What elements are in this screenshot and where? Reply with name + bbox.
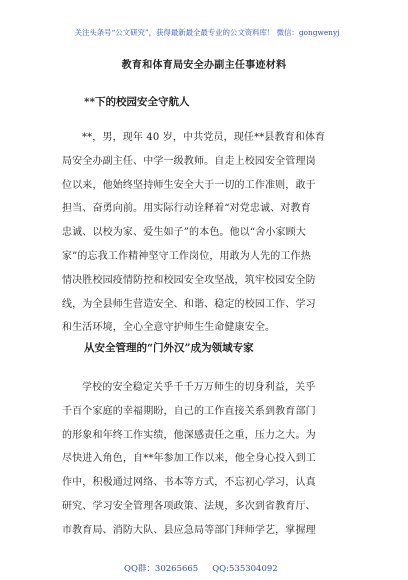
footer-contact [124, 564, 304, 575]
paragraph-1 [62, 126, 352, 340]
paragraph-line: 的形象和年终工作实绩，他深感责任之重，压力之大。为 [62, 429, 316, 441]
document-title: 教育和体育局安全办副主任事迹材料 [121, 60, 287, 71]
header-notice: 关注头条号“公文研究”，获得最新最全最专业的公文资料库！ 微信：gongwenyj [74, 28, 340, 37]
paragraph-line: 作中，积极通过网络、书本等方式，不忘初心学习，认真 [62, 477, 316, 489]
qq-group-number: QQ群：30265665 [124, 564, 199, 574]
section-heading-1: **下的校园安全守航人 [84, 96, 190, 108]
paragraph-line: 位以来，他始终坚持师生安全大于一切的工作准则，敢于 [62, 179, 316, 191]
paragraph-line: 线，为全县师生营造安全、和谐、稳定的校园工作、学习 [62, 298, 316, 310]
paragraph-line: 和生活环境，全心全意守护师生生命健康安全。 [62, 322, 276, 334]
paragraph-line: 尽快进入角色，自**年参加工作以来，他全身心投入到工 [62, 453, 316, 465]
paragraph-line: 家”的忘我工作精神坚守工作岗位，用敢为人先的工作热 [62, 250, 311, 262]
qq-number: QQ:535304092 [212, 564, 278, 574]
paragraph-line: 忠诚、以校为家、爱生如子”的本色。他以“舍小家顾大 [62, 227, 306, 239]
paragraph-line: 局安全办副主任、中学一级教师。自走上校园安全管理岗 [62, 155, 316, 167]
paragraph-line: **，男，现年 40 岁，中共党员，现任**县教育和体育 [82, 132, 326, 143]
paragraph-2 [62, 376, 352, 543]
paragraph-line: 市教育局、消防大队、县应急局等部门拜师学艺，掌握理 [62, 524, 316, 536]
paragraph-line: 学校的安全稳定关乎千千万万师生的切身利益，关乎 [82, 382, 316, 393]
paragraph-line: 情决胜校园疫情防控和校园安全攻坚战，筑牢校园安全防 [62, 274, 316, 286]
paragraph-line: 千百个家庭的幸福期盼，自己的工作直接关系到教育部门 [62, 405, 316, 417]
paragraph-line: 研究、学习安全管理各项政策、法规，多次到省教育厅、 [62, 500, 316, 512]
section-heading-2: 从安全管理的“门外汉”成为领域专家 [84, 342, 254, 354]
paragraph-line: 担当、奋勇向前。用实际行动诠释着“对党忠诚、对教育 [62, 203, 311, 215]
